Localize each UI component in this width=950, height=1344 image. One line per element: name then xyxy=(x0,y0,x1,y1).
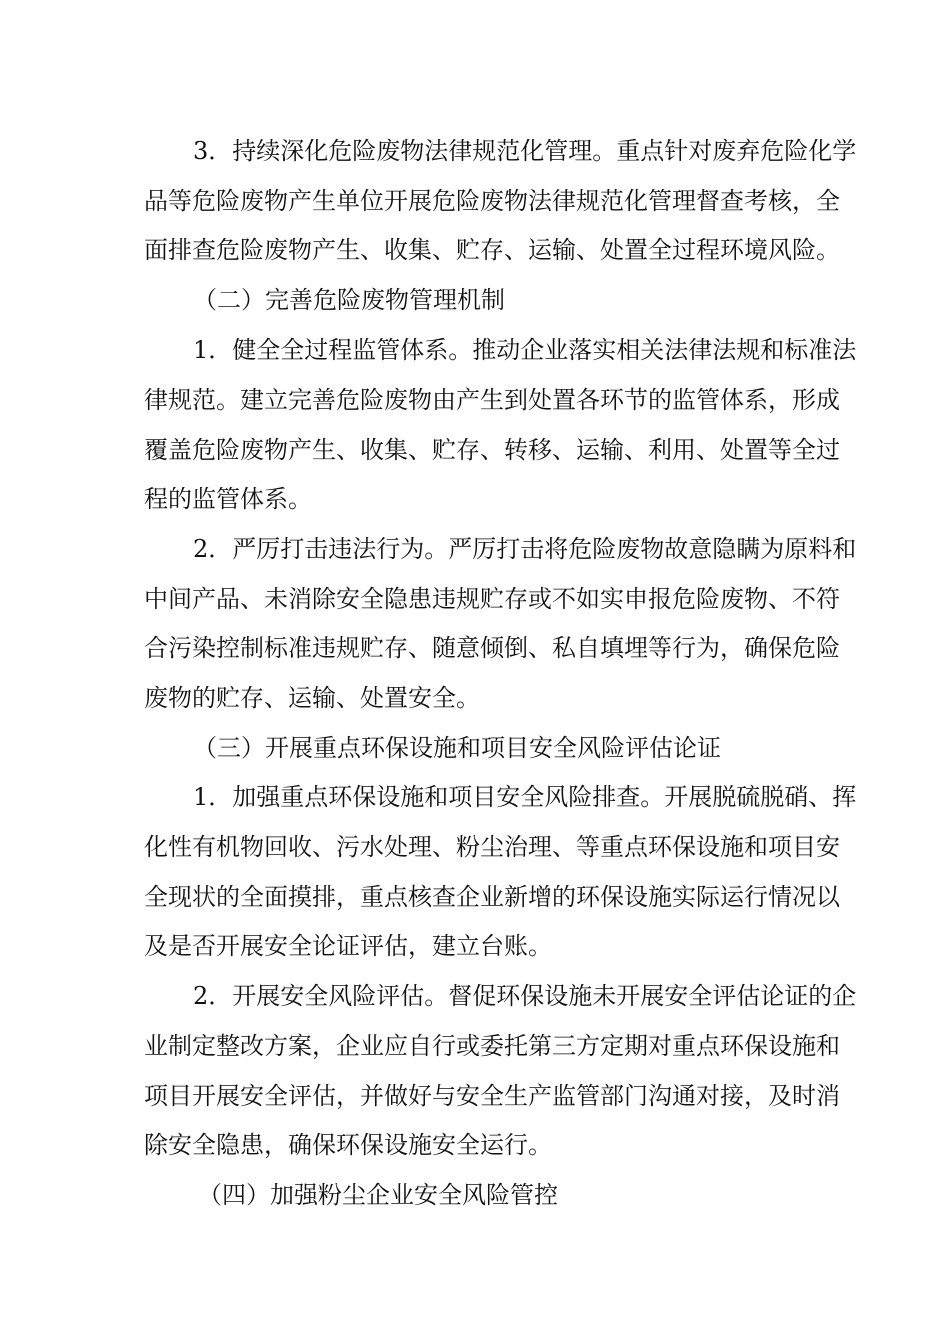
section-heading xyxy=(0,1175,950,1215)
line-text: 3．持续深化危险废物法律规范化管理。重点针对废弃危险化学 xyxy=(193,137,857,165)
heading-text: （二）完善危险废物管理机制 xyxy=(193,286,505,314)
paragraph-line xyxy=(0,976,950,1016)
line-text: 项目开展安全评估，并做好与安全生产监管部门沟通对接，及时消 xyxy=(144,1082,840,1110)
paragraph-line xyxy=(0,230,950,270)
line-text: 律规范。建立完善危险废物由产生到处置各环节的监管体系，形成 xyxy=(144,386,840,414)
paragraph-line xyxy=(0,380,950,420)
line-text: 废物的贮存、运输、处置安全。 xyxy=(144,684,480,712)
paragraph-line xyxy=(0,1125,950,1165)
line-text: 品等危险废物产生单位开展危险废物法律规范化管理督查考核，全 xyxy=(144,187,840,215)
line-text: 业制定整改方案，企业应自行或委托第三方定期对重点环保设施和 xyxy=(144,1032,840,1060)
line-text: 1．加强重点环保设施和项目安全风险排查。开展脱硫脱硝、挥 xyxy=(193,783,857,811)
paragraph-line xyxy=(0,1076,950,1116)
paragraph-line xyxy=(0,131,950,171)
line-text: 覆盖危险废物产生、收集、贮存、转移、运输、利用、处置等全过 xyxy=(144,436,840,464)
line-text: 化性有机物回收、污水处理、粉尘治理、等重点环保设施和项目安 xyxy=(144,833,840,861)
paragraph-line xyxy=(0,678,950,718)
paragraph-line xyxy=(0,827,950,867)
paragraph-line xyxy=(0,479,950,519)
heading-text: （四）加强粉尘企业安全风险管控 xyxy=(198,1181,558,1209)
paragraph-line xyxy=(0,181,950,221)
line-text: 面排查危险废物产生、收集、贮存、运输、处置全过程环境风险。 xyxy=(144,236,840,264)
line-text: 及是否开展安全论证评估，建立台账。 xyxy=(144,932,552,960)
paragraph-line xyxy=(0,926,950,966)
line-text: 中间产品、未消除安全隐患违规贮存或不如实申报危险废物、不符 xyxy=(144,585,840,613)
line-text: 2．开展安全风险评估。督促环保设施未开展安全评估论证的企 xyxy=(193,982,857,1010)
paragraph-line xyxy=(0,877,950,917)
paragraph-line xyxy=(0,579,950,619)
paragraph-line xyxy=(0,1026,950,1066)
paragraph-line xyxy=(0,330,950,370)
paragraph-line xyxy=(0,628,950,668)
line-text: 1．健全全过程监管体系。推动企业落实相关法律法规和标准法 xyxy=(193,336,857,364)
section-heading xyxy=(0,280,950,320)
line-text: 程的监管体系。 xyxy=(144,485,312,513)
section-heading xyxy=(0,728,950,768)
line-text: 2．严厉打击违法行为。严厉打击将危险废物故意隐瞒为原料和 xyxy=(193,535,857,563)
paragraph-line xyxy=(0,777,950,817)
paragraph-line xyxy=(0,430,950,470)
heading-text: （三）开展重点环保设施和项目安全风险评估论证 xyxy=(193,734,721,762)
line-text: 全现状的全面摸排，重点核查企业新增的环保设施实际运行情况以 xyxy=(144,883,840,911)
line-text: 除安全隐患，确保环保设施安全运行。 xyxy=(144,1131,552,1159)
line-text: 合污染控制标准违规贮存、随意倾倒、私自填埋等行为，确保危险 xyxy=(144,634,840,662)
paragraph-line xyxy=(0,529,950,569)
